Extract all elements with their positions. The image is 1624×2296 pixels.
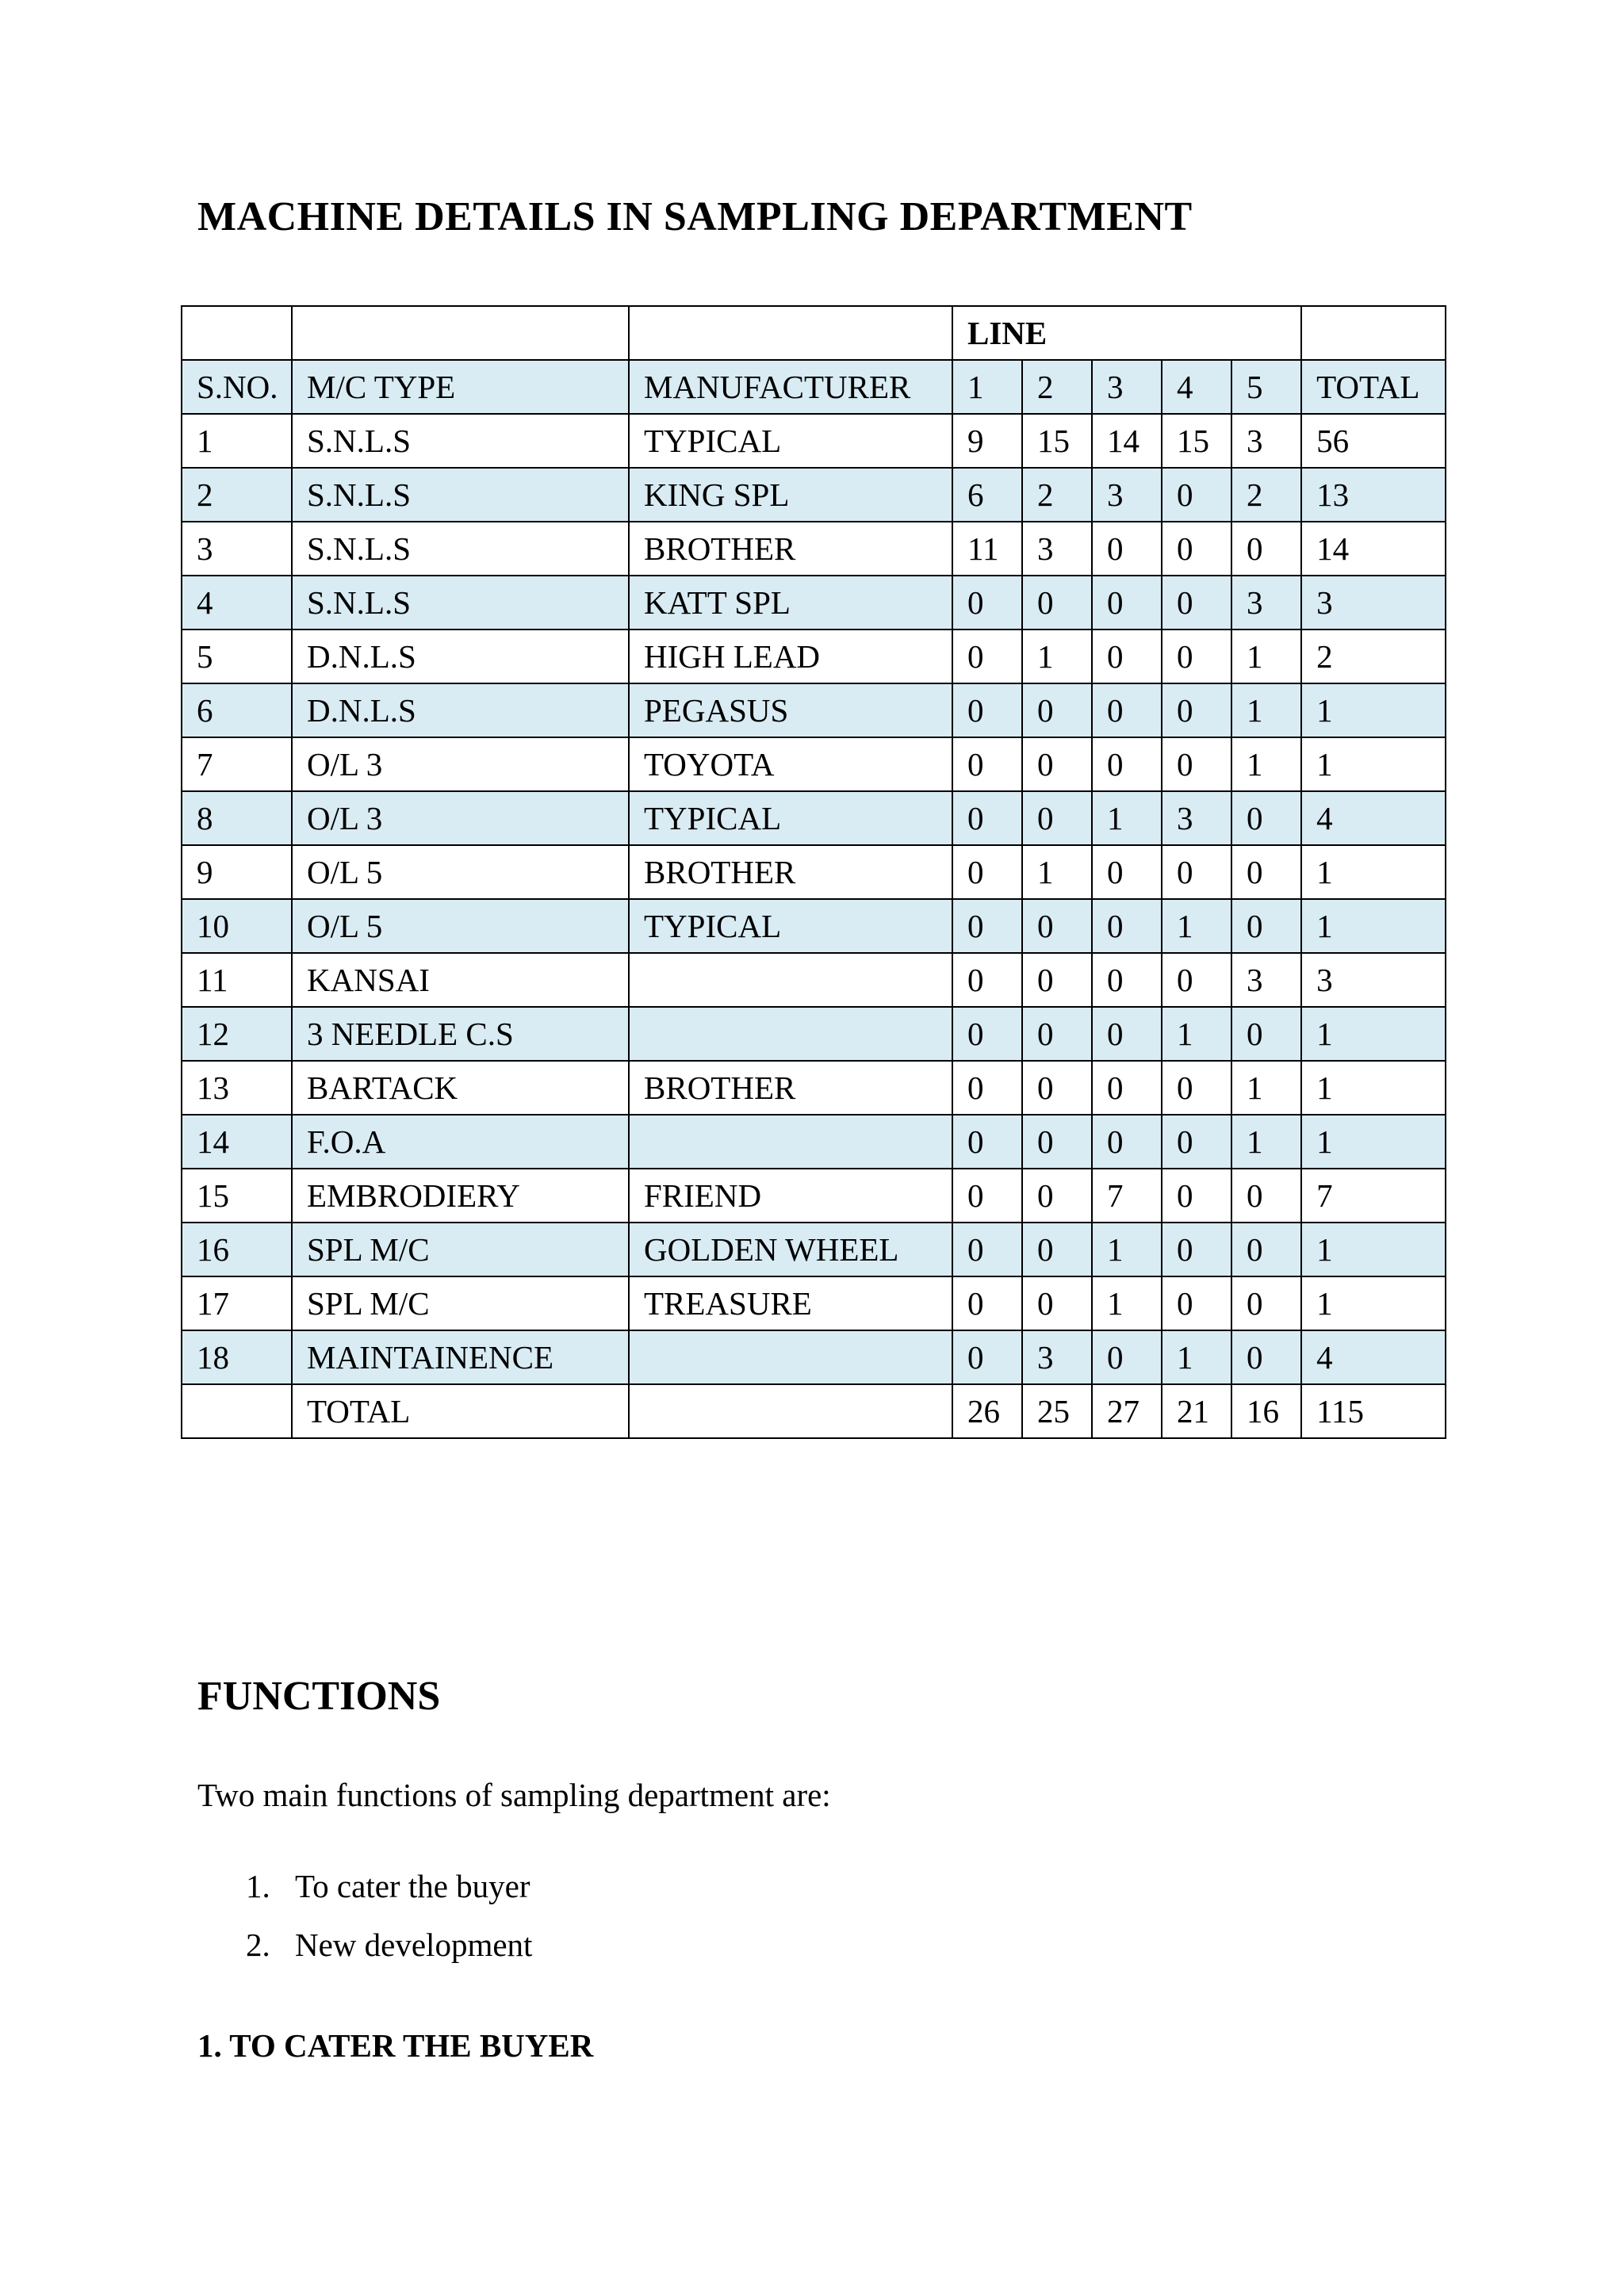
- line-3-cell: 1: [1092, 791, 1162, 845]
- manufacturer-cell: [629, 1384, 952, 1438]
- line-2-cell: 0: [1022, 576, 1092, 629]
- line-3-cell: 1: [1092, 1276, 1162, 1330]
- functions-intro: Two main functions of sampling department are:: [197, 1777, 831, 1813]
- list-item-text: To cater the buyer: [295, 1868, 530, 1904]
- line-3-cell: 0: [1092, 629, 1162, 683]
- line-5-cell: 2: [1231, 468, 1301, 522]
- section-heading: 1. TO CATER THE BUYER: [197, 2027, 594, 2064]
- table-row: [182, 629, 1446, 683]
- line-4-cell: 0: [1162, 468, 1231, 522]
- list-item-text: New development: [295, 1927, 533, 1963]
- line-2-cell: 0: [1022, 791, 1092, 845]
- column-header-row: [182, 360, 1446, 414]
- line-3-cell: 0: [1092, 683, 1162, 737]
- line-4-cell: 15: [1162, 414, 1231, 468]
- manufacturer-cell: [629, 1115, 952, 1169]
- table-row: [182, 1223, 1446, 1276]
- mc-type-cell: MAINTAINENCE: [292, 1330, 629, 1384]
- line-3-cell: 7: [1092, 1169, 1162, 1223]
- line-5-cell: 0: [1231, 522, 1301, 576]
- line-3-cell: 0: [1092, 1061, 1162, 1115]
- table-row: [182, 1115, 1446, 1169]
- line-2-cell: 2: [1022, 360, 1092, 414]
- manufacturer-cell: TYPICAL: [629, 899, 952, 953]
- line-4-cell: 0: [1162, 522, 1231, 576]
- sno-cell: 16: [182, 1223, 292, 1276]
- mc-type-cell: O/L 5: [292, 899, 629, 953]
- line-2-cell: 1: [1022, 845, 1092, 899]
- mc-type-cell: O/L 3: [292, 737, 629, 791]
- table-row: [182, 522, 1446, 576]
- group-header-row: [182, 306, 1446, 360]
- table-row: [182, 953, 1446, 1007]
- line-4-cell: 0: [1162, 845, 1231, 899]
- line-4-cell: 0: [1162, 1115, 1231, 1169]
- list-item: [246, 1867, 532, 1926]
- manufacturer-cell: TYPICAL: [629, 791, 952, 845]
- line-2-cell: 0: [1022, 737, 1092, 791]
- line-1-cell: 0: [952, 737, 1022, 791]
- line-5-cell: 1: [1231, 1115, 1301, 1169]
- total-cell: 1: [1301, 899, 1446, 953]
- line-1-cell: 0: [952, 845, 1022, 899]
- sno-cell: 5: [182, 629, 292, 683]
- line-2-cell: 0: [1022, 1223, 1092, 1276]
- line-1-cell: 0: [952, 791, 1022, 845]
- mc-type-cell: S.N.L.S: [292, 522, 629, 576]
- line-1-cell: 6: [952, 468, 1022, 522]
- sno-cell: 3: [182, 522, 292, 576]
- manufacturer-cell: KATT SPL: [629, 576, 952, 629]
- total-cell: 1: [1301, 683, 1446, 737]
- line-1-cell: 0: [952, 1223, 1022, 1276]
- line-4-cell: 0: [1162, 953, 1231, 1007]
- line-2-cell: 0: [1022, 1061, 1092, 1115]
- total-cell: 1: [1301, 1115, 1446, 1169]
- total-cell: 1: [1301, 737, 1446, 791]
- line-4-cell: 0: [1162, 1061, 1231, 1115]
- line-group-header: LINE: [952, 306, 1301, 360]
- list-item-number: 1.: [246, 1868, 270, 1904]
- line-1-cell: 11: [952, 522, 1022, 576]
- line-2-cell: 0: [1022, 1276, 1092, 1330]
- line-5-cell: 0: [1231, 1169, 1301, 1223]
- mc-type-cell: SPL M/C: [292, 1276, 629, 1330]
- sno-cell: S.NO.: [182, 360, 292, 414]
- line-5-cell: 16: [1231, 1384, 1301, 1438]
- total-cell: TOTAL: [1301, 360, 1446, 414]
- total-cell: 3: [1301, 576, 1446, 629]
- line-5-cell: 0: [1231, 1276, 1301, 1330]
- line-5-cell: 0: [1231, 1330, 1301, 1384]
- line-3-cell: 3: [1092, 360, 1162, 414]
- line-3-cell: 0: [1092, 522, 1162, 576]
- manufacturer-cell: MANUFACTURER: [629, 360, 952, 414]
- table-row: [182, 1169, 1446, 1223]
- manufacturer-cell: [629, 1007, 952, 1061]
- sno-cell: [182, 1384, 292, 1438]
- line-1-cell: 0: [952, 1061, 1022, 1115]
- line-5-cell: 0: [1231, 1007, 1301, 1061]
- line-4-cell: 4: [1162, 360, 1231, 414]
- header-cell-empty: [629, 306, 952, 360]
- sno-cell: 13: [182, 1061, 292, 1115]
- line-5-cell: 3: [1231, 576, 1301, 629]
- sno-cell: 10: [182, 899, 292, 953]
- line-5-cell: 5: [1231, 360, 1301, 414]
- mc-type-cell: O/L 3: [292, 791, 629, 845]
- table-row: [182, 576, 1446, 629]
- line-4-cell: 0: [1162, 1169, 1231, 1223]
- manufacturer-cell: GOLDEN WHEEL: [629, 1223, 952, 1276]
- mc-type-cell: F.O.A: [292, 1115, 629, 1169]
- manufacturer-cell: BROTHER: [629, 845, 952, 899]
- table-row: [182, 737, 1446, 791]
- line-3-cell: 0: [1092, 576, 1162, 629]
- total-cell: 1: [1301, 845, 1446, 899]
- total-cell: 7: [1301, 1169, 1446, 1223]
- line-4-cell: 3: [1162, 791, 1231, 845]
- machine-details-table: [181, 305, 1446, 1439]
- total-cell: 4: [1301, 1330, 1446, 1384]
- manufacturer-cell: TOYOTA: [629, 737, 952, 791]
- table-row: [182, 791, 1446, 845]
- line-5-cell: 0: [1231, 791, 1301, 845]
- line-3-cell: 14: [1092, 414, 1162, 468]
- table-row: [182, 1007, 1446, 1061]
- table-row: [182, 468, 1446, 522]
- line-2-cell: 0: [1022, 953, 1092, 1007]
- line-1-cell: 1: [952, 360, 1022, 414]
- sno-cell: 11: [182, 953, 292, 1007]
- line-5-cell: 0: [1231, 899, 1301, 953]
- line-4-cell: 1: [1162, 899, 1231, 953]
- line-4-cell: 0: [1162, 629, 1231, 683]
- mc-type-cell: TOTAL: [292, 1384, 629, 1438]
- sno-cell: 9: [182, 845, 292, 899]
- header-cell-empty: [182, 306, 292, 360]
- line-1-cell: 0: [952, 1007, 1022, 1061]
- sno-cell: 2: [182, 468, 292, 522]
- line-4-cell: 0: [1162, 1223, 1231, 1276]
- line-1-cell: 0: [952, 899, 1022, 953]
- manufacturer-cell: FRIEND: [629, 1169, 952, 1223]
- line-5-cell: 0: [1231, 845, 1301, 899]
- table-row: [182, 845, 1446, 899]
- total-cell: 3: [1301, 953, 1446, 1007]
- total-cell: 4: [1301, 791, 1446, 845]
- table-body: [182, 306, 1446, 1438]
- line-3-cell: 0: [1092, 1115, 1162, 1169]
- line-2-cell: 0: [1022, 1115, 1092, 1169]
- page-title: MACHINE DETAILS IN SAMPLING DEPARTMENT: [197, 194, 1193, 239]
- line-3-cell: 0: [1092, 845, 1162, 899]
- table-row: [182, 1384, 1446, 1438]
- line-4-cell: 0: [1162, 576, 1231, 629]
- line-3-cell: 3: [1092, 468, 1162, 522]
- sno-cell: 12: [182, 1007, 292, 1061]
- line-4-cell: 0: [1162, 737, 1231, 791]
- manufacturer-cell: TYPICAL: [629, 414, 952, 468]
- line-4-cell: 21: [1162, 1384, 1231, 1438]
- functions-list: [246, 1867, 532, 1984]
- line-1-cell: 0: [952, 1169, 1022, 1223]
- manufacturer-cell: BROTHER: [629, 1061, 952, 1115]
- line-1-cell: 0: [952, 953, 1022, 1007]
- mc-type-cell: M/C TYPE: [292, 360, 629, 414]
- list-item-number: 2.: [246, 1927, 270, 1963]
- total-cell: 1: [1301, 1007, 1446, 1061]
- line-1-cell: 0: [952, 683, 1022, 737]
- line-5-cell: 1: [1231, 737, 1301, 791]
- line-4-cell: 0: [1162, 683, 1231, 737]
- line-3-cell: 0: [1092, 953, 1162, 1007]
- line-2-cell: 0: [1022, 899, 1092, 953]
- line-4-cell: 1: [1162, 1007, 1231, 1061]
- mc-type-cell: S.N.L.S: [292, 414, 629, 468]
- total-cell: 115: [1301, 1384, 1446, 1438]
- manufacturer-cell: TREASURE: [629, 1276, 952, 1330]
- sno-cell: 7: [182, 737, 292, 791]
- table-row: [182, 899, 1446, 953]
- line-2-cell: 0: [1022, 683, 1092, 737]
- total-cell: 1: [1301, 1276, 1446, 1330]
- line-5-cell: 3: [1231, 414, 1301, 468]
- functions-heading: FUNCTIONS: [197, 1674, 441, 1719]
- line-1-cell: 0: [952, 576, 1022, 629]
- line-2-cell: 1: [1022, 629, 1092, 683]
- line-2-cell: 15: [1022, 414, 1092, 468]
- mc-type-cell: KANSAI: [292, 953, 629, 1007]
- line-5-cell: 1: [1231, 629, 1301, 683]
- sno-cell: 17: [182, 1276, 292, 1330]
- line-1-cell: 0: [952, 1330, 1022, 1384]
- line-1-cell: 26: [952, 1384, 1022, 1438]
- mc-type-cell: 3 NEEDLE C.S: [292, 1007, 629, 1061]
- total-cell: 14: [1301, 522, 1446, 576]
- line-5-cell: 0: [1231, 1223, 1301, 1276]
- line-2-cell: 3: [1022, 522, 1092, 576]
- line-4-cell: 0: [1162, 1276, 1231, 1330]
- total-cell: 13: [1301, 468, 1446, 522]
- mc-type-cell: S.N.L.S: [292, 576, 629, 629]
- table-row: [182, 1061, 1446, 1115]
- sno-cell: 18: [182, 1330, 292, 1384]
- mc-type-cell: SPL M/C: [292, 1223, 629, 1276]
- header-cell-empty: [1301, 306, 1446, 360]
- line-4-cell: 1: [1162, 1330, 1231, 1384]
- mc-type-cell: BARTACK: [292, 1061, 629, 1115]
- line-3-cell: 0: [1092, 1007, 1162, 1061]
- line-5-cell: 1: [1231, 683, 1301, 737]
- sno-cell: 15: [182, 1169, 292, 1223]
- table-row: [182, 1330, 1446, 1384]
- line-5-cell: 3: [1231, 953, 1301, 1007]
- manufacturer-cell: PEGASUS: [629, 683, 952, 737]
- line-2-cell: 3: [1022, 1330, 1092, 1384]
- list-item: [246, 1926, 532, 1984]
- line-1-cell: 9: [952, 414, 1022, 468]
- manufacturer-cell: HIGH LEAD: [629, 629, 952, 683]
- total-cell: 1: [1301, 1223, 1446, 1276]
- sno-cell: 4: [182, 576, 292, 629]
- line-3-cell: 1: [1092, 1223, 1162, 1276]
- line-1-cell: 0: [952, 1115, 1022, 1169]
- table-row: [182, 414, 1446, 468]
- sno-cell: 8: [182, 791, 292, 845]
- mc-type-cell: EMBRODIERY: [292, 1169, 629, 1223]
- total-cell: 1: [1301, 1061, 1446, 1115]
- mc-type-cell: D.N.L.S: [292, 629, 629, 683]
- manufacturer-cell: [629, 953, 952, 1007]
- sno-cell: 14: [182, 1115, 292, 1169]
- mc-type-cell: S.N.L.S: [292, 468, 629, 522]
- line-5-cell: 1: [1231, 1061, 1301, 1115]
- line-2-cell: 25: [1022, 1384, 1092, 1438]
- manufacturer-cell: KING SPL: [629, 468, 952, 522]
- line-3-cell: 27: [1092, 1384, 1162, 1438]
- line-3-cell: 0: [1092, 899, 1162, 953]
- line-1-cell: 0: [952, 1276, 1022, 1330]
- table-row: [182, 1276, 1446, 1330]
- sno-cell: 1: [182, 414, 292, 468]
- total-cell: 56: [1301, 414, 1446, 468]
- sno-cell: 6: [182, 683, 292, 737]
- total-cell: 2: [1301, 629, 1446, 683]
- line-3-cell: 0: [1092, 1330, 1162, 1384]
- manufacturer-cell: BROTHER: [629, 522, 952, 576]
- line-2-cell: 0: [1022, 1007, 1092, 1061]
- mc-type-cell: O/L 5: [292, 845, 629, 899]
- line-1-cell: 0: [952, 629, 1022, 683]
- line-2-cell: 2: [1022, 468, 1092, 522]
- line-2-cell: 0: [1022, 1169, 1092, 1223]
- mc-type-cell: D.N.L.S: [292, 683, 629, 737]
- header-cell-empty: [292, 306, 629, 360]
- line-3-cell: 0: [1092, 737, 1162, 791]
- manufacturer-cell: [629, 1330, 952, 1384]
- table-row: [182, 683, 1446, 737]
